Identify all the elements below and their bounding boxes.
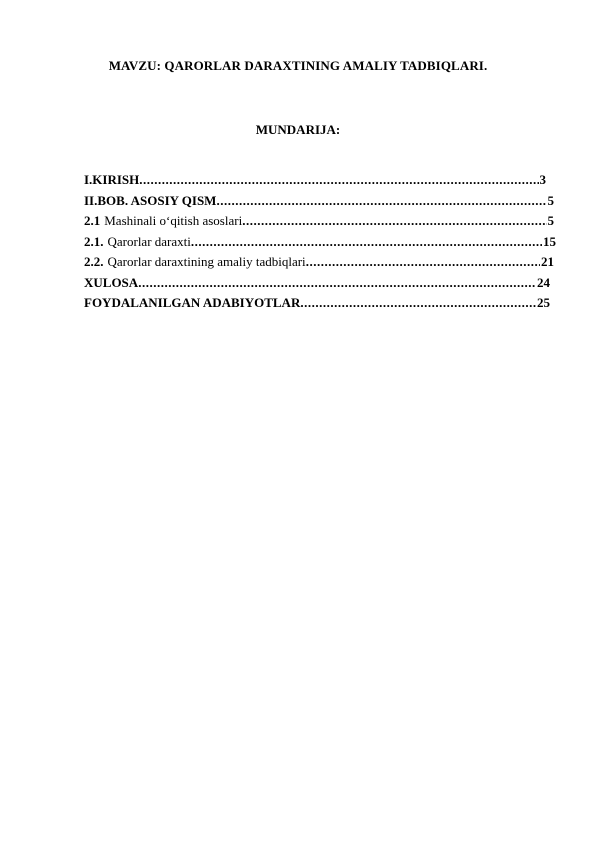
toc-entry-adabiyotlar[interactable]	[84, 295, 550, 316]
toc-entry-amaliy-tadbiqlar[interactable]	[84, 254, 554, 275]
toc-entry-page: 5	[547, 192, 554, 208]
toc-entry-asosiy-qism[interactable]	[84, 193, 554, 214]
toc-entry-number: 2.1	[84, 213, 101, 228]
toc-entry-page: 5	[547, 213, 554, 228]
toc-leader-dots	[300, 295, 536, 311]
toc-entry-label: Mashinali o‘qitish asoslari	[104, 213, 243, 228]
toc-entry-label: XULOSA	[84, 274, 139, 290]
toc-heading: MUNDARIJA:	[255, 122, 341, 137]
toc-entry-page: 3	[539, 172, 546, 187]
toc-leader-dots	[191, 234, 542, 250]
toc-entry-page: 25	[537, 295, 550, 310]
toc-entry-qarorlar-daraxti[interactable]	[84, 234, 556, 255]
toc-entry-page: 24	[537, 274, 550, 290]
toc-entry-page: 15	[543, 233, 556, 249]
toc-entry-xulosa[interactable]	[84, 275, 550, 296]
toc-leader-dots	[138, 275, 536, 291]
toc-entry-label: FOYDALANILGAN ADABIYOTLAR	[84, 295, 301, 310]
page-title: MAVZU: QARORLAR DARAXTINING AMALIY TADBIQLARI.	[108, 58, 488, 73]
toc-entry-number: 2.1.	[84, 233, 104, 249]
toc-entry-label: II.BOB. ASOSIY QISM	[84, 192, 217, 208]
toc-entry-page: 21	[541, 254, 554, 269]
toc-entry-label: Qarorlar daraxti	[107, 233, 191, 249]
toc-entry-label: I.KIRISH	[84, 172, 140, 187]
toc-leader-dots	[242, 213, 546, 229]
table-of-contents	[84, 172, 556, 316]
toc-leader-dots	[139, 172, 538, 188]
toc-entry-kirish[interactable]	[84, 172, 546, 193]
toc-leader-dots	[216, 193, 546, 209]
toc-entry-label: Qarorlar daraxtining amaliy tadbiqlari	[107, 254, 306, 269]
toc-entry-mashinali[interactable]	[84, 213, 554, 234]
toc-leader-dots	[306, 254, 540, 270]
toc-entry-number: 2.2.	[84, 254, 104, 269]
